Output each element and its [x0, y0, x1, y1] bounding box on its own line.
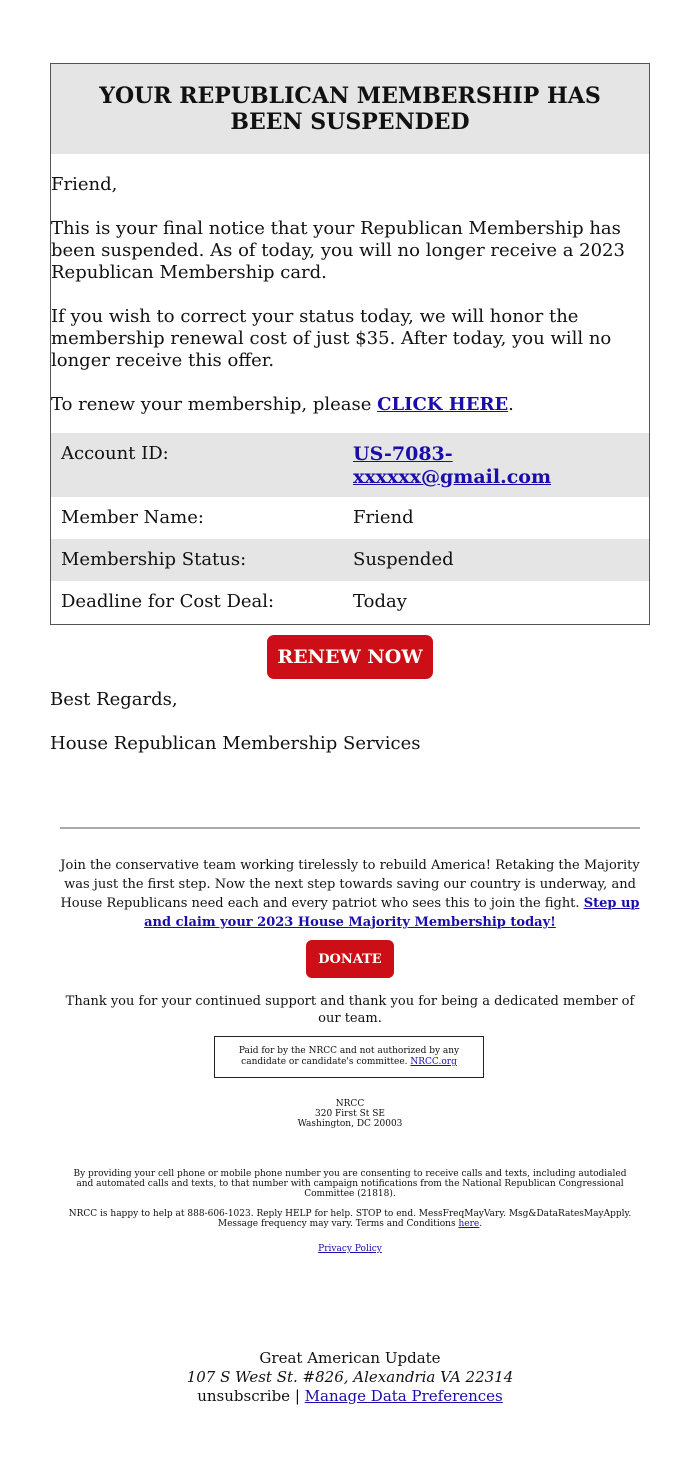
- footer-links: [100, 1387, 600, 1406]
- footer-divider: [60, 827, 640, 829]
- table-row: [51, 581, 649, 624]
- notice-title: YOUR REPUBLICAN MEMBERSHIP HAS BEEN SUSPENDED: [51, 64, 649, 154]
- renew-now-button[interactable]: RENEW NOW: [267, 635, 433, 679]
- membership-status-label: Membership Status:: [51, 539, 343, 581]
- member-name-label: Member Name:: [61, 507, 204, 528]
- notice-paragraph-2: If you wish to correct your status today, we will honor the membership renewal cost of just $35. After today, you will no longer receive this offer.: [51, 306, 612, 371]
- address-street: 320 First St SE: [315, 1109, 385, 1119]
- notice-paragraph-1: This is your final notice that your Republican Membership has been suspended. As of today, you will no longer receive a 2023 Republican Membership card.: [51, 218, 625, 283]
- notice-paragraph-3: [51, 394, 649, 416]
- deadline-label: Deadline for Cost Deal:: [61, 591, 275, 612]
- address-org: NRCC: [335, 1099, 365, 1109]
- table-row: [51, 539, 649, 581]
- nrcc-link[interactable]: NRCC.org: [410, 1057, 457, 1067]
- paid-for-text: [229, 1046, 469, 1068]
- terms-link[interactable]: here: [458, 1219, 480, 1229]
- footer-separator: |: [290, 1387, 305, 1405]
- footer-street: 107 S West St. #826, Alexandria VA 22314: [186, 1368, 514, 1386]
- sender-name: House Republican Membership Services: [50, 733, 421, 754]
- renew-prompt-period: .: [508, 394, 514, 415]
- pitch-text: Join the conservative team working tirelessly to rebuild America! Retaking the Majority was just the first step. Now the next step towards saving our country is underway, and House Republicans need each and every patriot who sees this to join the fight.: [60, 858, 640, 911]
- notice-body: [51, 154, 649, 624]
- account-id-label: Account ID:: [51, 433, 343, 497]
- account-id-value: [343, 433, 649, 497]
- deadline-value: Today: [353, 591, 407, 612]
- thank-you-text: Thank you for your continued support and thank you for being a dedicated member of our team.: [65, 994, 635, 1026]
- closing-text: Best Regards,: [50, 689, 178, 710]
- manage-data-preferences-link[interactable]: Manage Data Preferences: [304, 1387, 503, 1405]
- help-period: .: [479, 1219, 483, 1229]
- footer-sender-name: Great American Update: [259, 1349, 441, 1367]
- membership-status-value: Suspended: [343, 539, 649, 581]
- help-text: [66, 1209, 634, 1229]
- table-row: [51, 497, 649, 539]
- paid-for-box: [214, 1036, 484, 1078]
- footer-pitch: [60, 856, 640, 932]
- unsubscribe-link[interactable]: unsubscribe: [197, 1387, 291, 1405]
- nrcc-address: [200, 1099, 500, 1129]
- privacy-policy-wrap: [250, 1244, 450, 1254]
- sms-consent-text: By providing your cell phone or mobile phone number you are consenting to receive calls and texts, including autodialed and automated calls and texts, to that number with campaign notifications from the National Republican Congressional Committee (21818).: [73, 1169, 627, 1199]
- donate-button[interactable]: DONATE: [306, 940, 394, 978]
- notice-box: [50, 63, 650, 625]
- sender-footer: [100, 1349, 600, 1406]
- paid-for-label: Paid for by the NRCC and not authorized by any candidate or candidate's committee.: [238, 1046, 460, 1067]
- click-here-link[interactable]: CLICK HERE: [377, 394, 509, 415]
- help-body: NRCC is happy to help at 888-606-1023. Reply HELP for help. STOP to end. MessFreqMayVary. Msg&DataRatesMayApply. Message frequency may vary. Terms and Conditions: [68, 1209, 632, 1229]
- member-name-value: Friend: [353, 507, 414, 528]
- privacy-policy-link[interactable]: Privacy Policy: [318, 1244, 382, 1254]
- greeting: Friend,: [51, 174, 118, 195]
- claim-membership-link[interactable]: Step up and claim your 2023 House Majority Membership today!: [144, 896, 640, 930]
- address-city: Washington, DC 20003: [297, 1119, 403, 1129]
- account-details-table: [51, 433, 649, 624]
- table-row: [51, 433, 649, 497]
- account-id-link[interactable]: US-7083-xxxxxx@gmail.com: [353, 443, 552, 488]
- renew-prompt-text: To renew your membership, please: [51, 394, 378, 415]
